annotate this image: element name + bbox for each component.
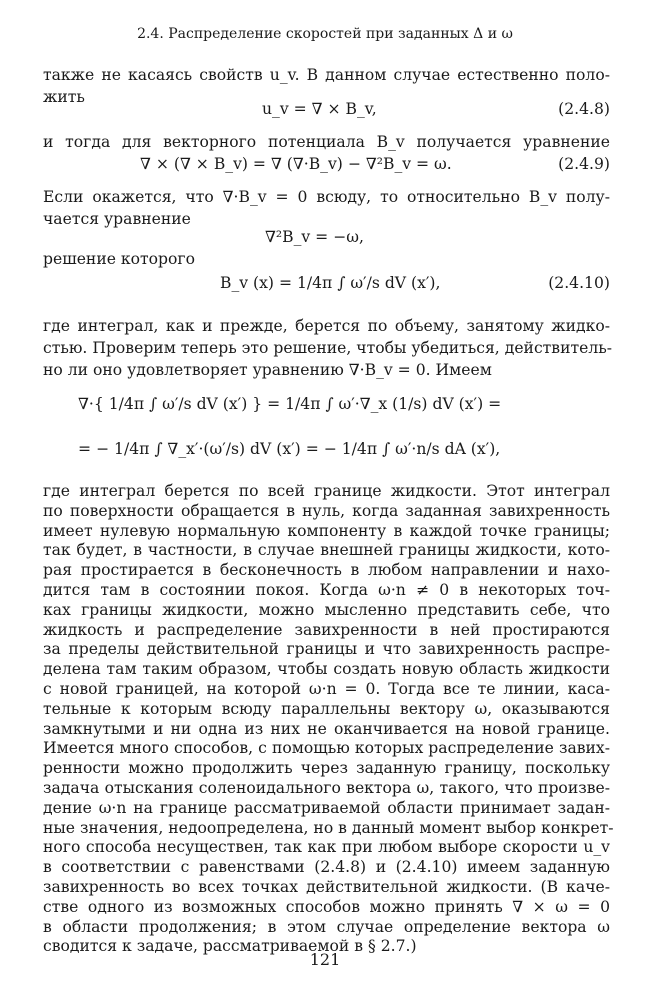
running-header: 2.4. Распределение скоростей при заданных Δ и ω: [137, 26, 513, 42]
text-line: задача отыскания соленоидального вектора ω, такого, что произве-: [43, 779, 610, 797]
text-line: Имеется много способов, с помощью которых распределение завих-: [43, 739, 610, 758]
text-line: в соответствии с равенствами (2.4.8) и (2.4.10) имеем заданную: [43, 858, 610, 877]
text-line: и тогда для векторного потенциала B_v получается уравнение: [43, 133, 610, 151]
text-line: чается уравнение: [43, 210, 191, 228]
text-line: дится там в состоянии покоя. Когда ω·n ≠ 0 в некоторых точ-: [43, 581, 610, 599]
text-line: тельные к которым всюду параллельны вектору ω, оказываются: [43, 699, 610, 718]
text-line: Если окажется, что ∇·B_v = 0 всюду, то относительно B_v полу-: [43, 188, 610, 206]
equation-laplace: ∇²B_v = −ω,: [265, 228, 364, 246]
equation-2-4-9: ∇ × (∇ × B_v) = ∇ (∇·B_v) − ∇²B_v = ω.: [140, 155, 452, 173]
text-line: стью. Проверим теперь это решение, чтобы убедиться, действитель-: [43, 339, 612, 357]
equation-number: (2.4.9): [558, 155, 610, 173]
text-line: решение которого: [43, 250, 195, 268]
text-line: в области продолжения; в этом случае определение вектора ω: [43, 917, 610, 936]
text-line: ках границы жидкости, можно мысленно представить себе, что: [43, 600, 610, 619]
equation-number: (2.4.8): [558, 100, 610, 118]
text-line: жидкость и распределение завихренности в ней простираются: [43, 620, 610, 639]
text-line: завихренность во всех точках действительной жидкости. (В каче-: [43, 878, 610, 896]
text-line: рая простирается в бесконечность в любом направлении и нахо-: [43, 561, 610, 580]
text-line: также не касаясь свойств u_v. В данном случае естественно поло-: [43, 66, 610, 84]
equation-divergence-1: ∇·{ 1/4π ∫ ω′/s dV (x′) } = 1/4π ∫ ω′·∇_x (1/s) dV (x′) =: [78, 395, 502, 413]
text-line: дение ω·n на границе рассматриваемой области принимает задан-: [43, 798, 610, 817]
text-line: замкнутыми и ни одна из них не оканчивается на новой границе.: [43, 719, 610, 738]
text-line: но ли оно удовлетворяет уравнению ∇·B_v = 0. Имеем: [43, 361, 492, 379]
equation-divergence-2: = − 1/4π ∫ ∇_x′·(ω′/s) dV (x′) = − 1/4π ∫ ω′·n/s dA (x′),: [78, 440, 501, 458]
text-line: где интеграл берется по всей границе жидкости. Этот интеграл: [43, 482, 610, 500]
text-line: ренности можно продолжить через заданную границу, поскольку: [43, 759, 610, 778]
text-line: сводится к задаче, рассматриваемой в § 2.7.): [43, 937, 417, 956]
text-line: жить: [43, 88, 85, 106]
text-line: ные значения, недоопределена, но в данный момент выбор конкрет-: [43, 818, 614, 837]
text-line: с новой границей, на которой ω·n = 0. Тогда все те линии, каса-: [43, 680, 610, 698]
text-line: делена там таким образом, чтобы создать новую область жидкости: [43, 660, 610, 679]
text-line: имеет нулевую нормальную компоненту в каждой точке границы;: [43, 521, 610, 540]
text-line: за пределы действительной границы и что завихренность распре-: [43, 640, 610, 659]
equation-2-4-10: B_v (x) = 1/4π ∫ ω′/s dV (x′),: [220, 274, 441, 292]
text-line: стве одного из возможных способов можно принять ∇ × ω = 0: [43, 897, 610, 916]
text-line: ного способа несуществен, так как при любом выборе скорости u_v: [43, 838, 610, 857]
page-number: 121: [309, 950, 341, 969]
text-line: по поверхности обращается в нуль, когда заданная завихренность: [43, 501, 610, 520]
text-line: так будет, в частности, в случае внешней границы жидкости, кото-: [43, 541, 610, 560]
equation-number: (2.4.10): [548, 274, 610, 292]
equation-2-4-8: u_v = ∇ × B_v,: [262, 100, 377, 118]
text-line: где интеграл, как и прежде, берется по объему, занятому жидко-: [43, 317, 610, 335]
